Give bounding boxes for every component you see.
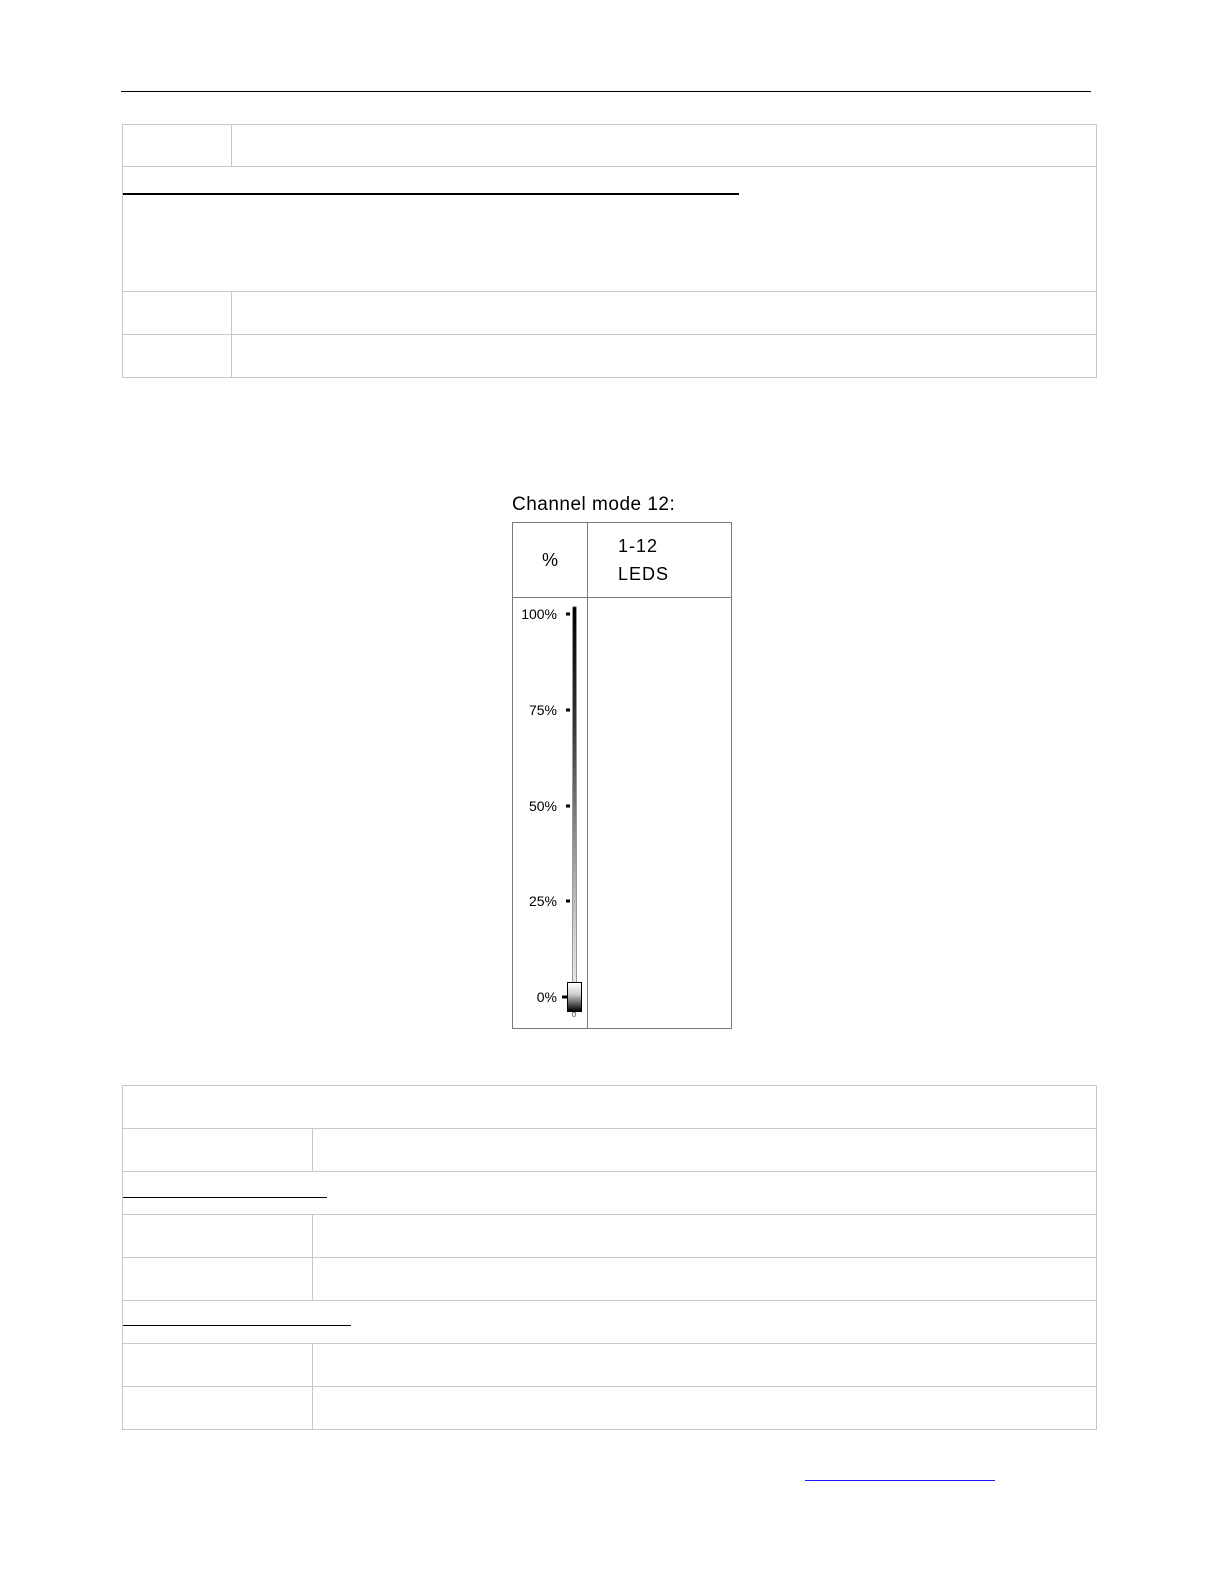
bottom-table — [122, 1085, 1097, 1430]
table-cell — [123, 1215, 313, 1258]
table-row — [123, 167, 1097, 292]
fader-tick-label: 50% — [528, 797, 557, 814]
fader-header-leds — [588, 523, 732, 598]
table-row — [123, 1086, 1097, 1129]
fader-header-percent: % — [513, 523, 588, 598]
table-cell — [123, 335, 232, 378]
table-cell — [313, 1387, 1097, 1430]
table-row — [123, 125, 1097, 167]
section-heading-underline — [123, 1197, 327, 1198]
fader-tick-mark — [566, 613, 570, 616]
fader-tick-label: 25% — [528, 893, 557, 910]
table-cell — [123, 1258, 313, 1301]
table-cell — [123, 1129, 313, 1172]
table-cell — [123, 125, 232, 167]
section-heading-underline — [123, 193, 739, 195]
fader-leds-cell — [588, 598, 732, 1029]
section-heading-underline — [123, 1325, 351, 1326]
fader-knob-foot — [572, 1012, 576, 1017]
table-row — [123, 1387, 1097, 1430]
table-row — [123, 335, 1097, 378]
table-cell — [313, 1344, 1097, 1387]
fader-tick-label: 75% — [528, 701, 557, 718]
fader-tick-label: 0% — [536, 989, 557, 1005]
table-cell — [123, 292, 232, 335]
fader-scale — [513, 598, 587, 1028]
fader-track[interactable] — [572, 606, 577, 986]
table-cell — [232, 335, 1097, 378]
header-rule — [121, 91, 1091, 92]
section-cell — [123, 1172, 1097, 1215]
table-row — [123, 1215, 1097, 1258]
table-cell — [123, 1387, 313, 1430]
table-row — [123, 1258, 1097, 1301]
table-cell — [313, 1215, 1097, 1258]
top-table — [122, 124, 1097, 378]
table-cell — [123, 1344, 313, 1387]
fader-scale-cell — [513, 598, 588, 1029]
table-cell — [232, 125, 1097, 167]
fader-tick-label: 100% — [521, 606, 557, 622]
section-cell — [123, 1086, 1097, 1129]
table-row — [123, 1172, 1097, 1215]
table-row — [123, 1301, 1097, 1344]
fader-title: Channel mode 12: — [512, 494, 676, 515]
table-row — [123, 1344, 1097, 1387]
fader-tick-mark — [566, 804, 570, 807]
fader-tick-mark — [566, 708, 570, 711]
table-row — [123, 292, 1097, 335]
fader-diagram — [512, 492, 702, 1029]
table-row — [123, 1129, 1097, 1172]
fader-header-leds-line2: LEDS — [618, 564, 670, 584]
fader-table — [512, 522, 732, 1029]
section-cell — [123, 1301, 1097, 1344]
fader-knob[interactable] — [567, 982, 582, 1012]
section-cell — [123, 167, 1097, 292]
fader-header-leds-line1: 1-12 — [618, 536, 659, 556]
fader-tick-mark — [566, 900, 570, 903]
table-cell — [313, 1129, 1097, 1172]
table-cell — [232, 292, 1097, 335]
footer-link-underline[interactable] — [805, 1480, 995, 1481]
table-cell — [313, 1258, 1097, 1301]
